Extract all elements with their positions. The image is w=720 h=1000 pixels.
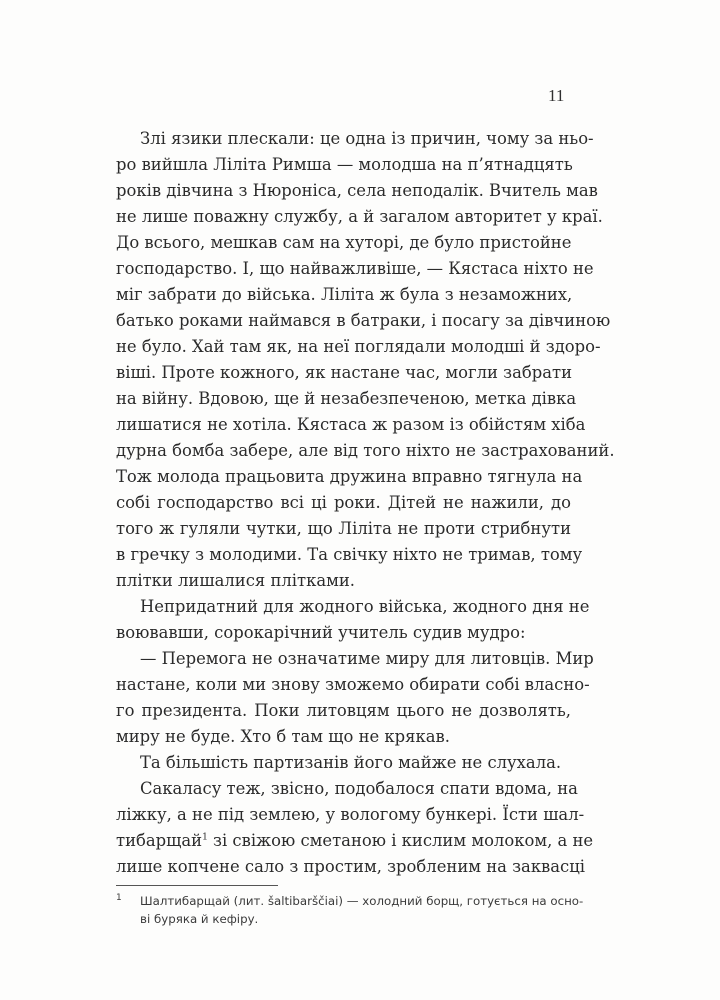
text-line: Та більшість партизанів його майже не слухала. xyxy=(140,753,562,772)
text-line: ро вийшла Ліліта Римша — молодша на п’ятнадцять xyxy=(116,155,573,174)
text-line: Непридатний для жодного війська, жодного дня не xyxy=(140,597,590,616)
text-line: Тож молода працьовита дружина вправно тягнула на xyxy=(116,467,583,486)
text-line: ліжку, а не під землею, у вологому бункері. Їсти шал- xyxy=(116,805,585,824)
text-line: віші. Проте кожного, як настане час, могли забрати xyxy=(116,363,573,382)
text-line: плітки лишалися плітками. xyxy=(116,571,355,590)
footnote-line: Шалтибарщай (лит. šaltibarščiai) — холодний борщ, готується на осно- xyxy=(140,894,584,908)
text-line: миру не буде. Хто б там що не крякав. xyxy=(116,727,450,746)
text-line: на війну. Вдовою, ще й незабезпеченою, метка дівка xyxy=(116,389,577,408)
page-number: 11 xyxy=(548,86,565,105)
text-line: господарство. І, що найважливіше, — Кястаса ніхто не xyxy=(116,259,594,278)
text-line: того ж гуляли чутки, що Ліліта не проти стрибнути xyxy=(116,519,571,538)
text-line: років дівчина з Нюроніса, села неподалік. Вчитель мав xyxy=(116,181,598,200)
text-line: Сакаласу теж, звісно, подобалося спати вдома, на xyxy=(140,779,578,798)
text-line: Злі язики плескали: це одна із причин, чому за ньо- xyxy=(140,129,594,148)
footnote-reference[interactable]: 1 xyxy=(202,832,208,843)
text-line: лише копчене сало з простим, зробленим на заквасці xyxy=(116,857,586,876)
text-line: лишатися не хотіла. Кястаса ж разом із обійстям хіба xyxy=(116,415,586,434)
text-line xyxy=(116,828,594,854)
text-line: дурна бомба забере, але від того ніхто не застрахований. xyxy=(116,441,615,460)
footnote-line: ві буряка й кефіру. xyxy=(140,912,259,926)
text-line: не було. Хай там як, на неї поглядали молодші й здоро- xyxy=(116,337,601,356)
footnote-separator xyxy=(116,885,278,886)
text-line: настане, коли ми знову зможемо обирати собі власно- xyxy=(116,675,590,694)
text-fragment: зі свіжою сметаною і кислим молоком, а не xyxy=(213,831,594,850)
text-line: го президента. Поки литовцям цього не дозволять, xyxy=(116,701,571,720)
footnote-mark: 1 xyxy=(116,893,122,903)
text-line: батько роками наймався в батраки, і посагу за дівчиною xyxy=(116,311,611,330)
footnote-anchor-word: тибарщай xyxy=(116,831,203,850)
text-line: в гречку з молодими. Та свічку ніхто не тримав, тому xyxy=(116,545,583,564)
text-line: воювавши, сорокарічний учитель судив мудро: xyxy=(116,623,526,642)
text-line: собі господарство всі ці роки. Дітей не нажили, до xyxy=(116,493,571,512)
text-line: — Перемога не означатиме миру для литовців. Мир xyxy=(140,649,594,668)
text-line: не лише поважну службу, а й загалом авторитет у краї. xyxy=(116,207,603,226)
text-line: міг забрати до війська. Ліліта ж була з незаможних, xyxy=(116,285,573,304)
text-line: До всього, мешкав сам на хуторі, де було пристойне xyxy=(116,233,572,252)
